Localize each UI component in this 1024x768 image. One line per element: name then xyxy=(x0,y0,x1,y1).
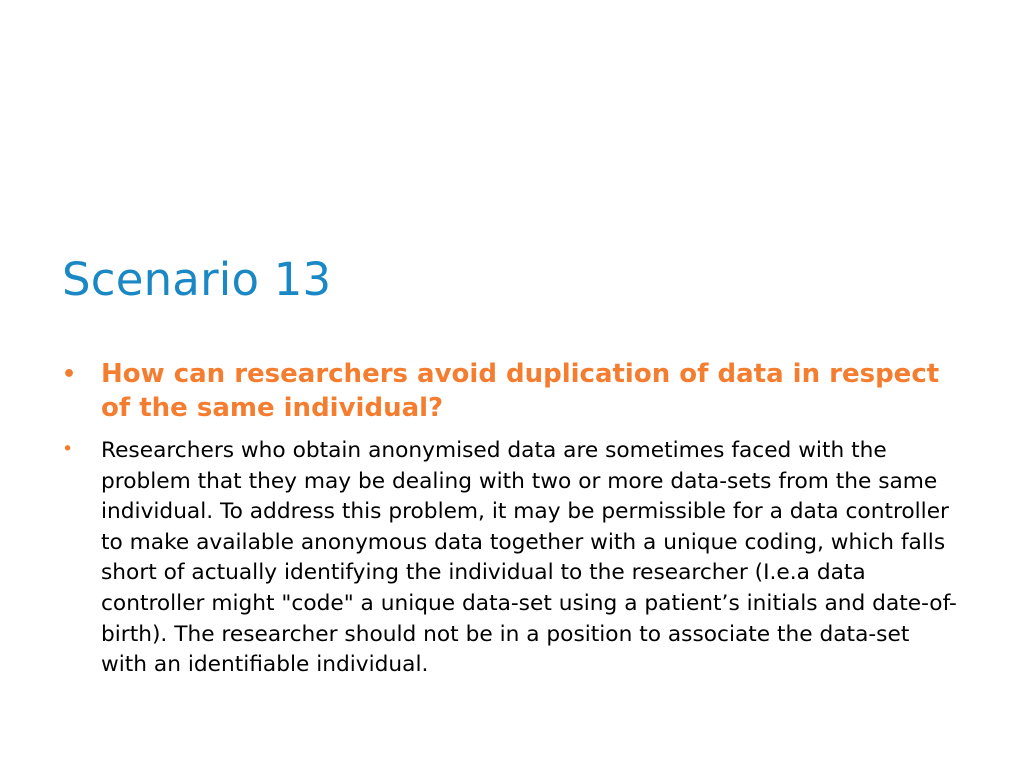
bullet-answer xyxy=(62,436,957,681)
slide-title: Scenario 13 xyxy=(62,253,332,306)
question-text: How can researchers avoid duplication of data in respect of the same individual? xyxy=(101,359,940,423)
bullet-list xyxy=(62,357,957,681)
bullet-dot-icon: • xyxy=(62,362,77,387)
bullet-question xyxy=(62,357,957,425)
bullet-dot-icon: • xyxy=(62,438,74,460)
answer-text: Researchers who obtain anonymised data are sometimes faced with the problem that they may be dealing with two or more data-sets from the same individual. To address this problem, it may be permissible for a data controller to make available anonymous data together with a unique coding, which falls short of actually identifying the individual to the researcher (I.e.a data controller might "code" a unique data-set using a patient’s initials and date-of-birth). The researcher should not be in a position to associate the data-set with an identifiable individual. xyxy=(101,438,957,678)
